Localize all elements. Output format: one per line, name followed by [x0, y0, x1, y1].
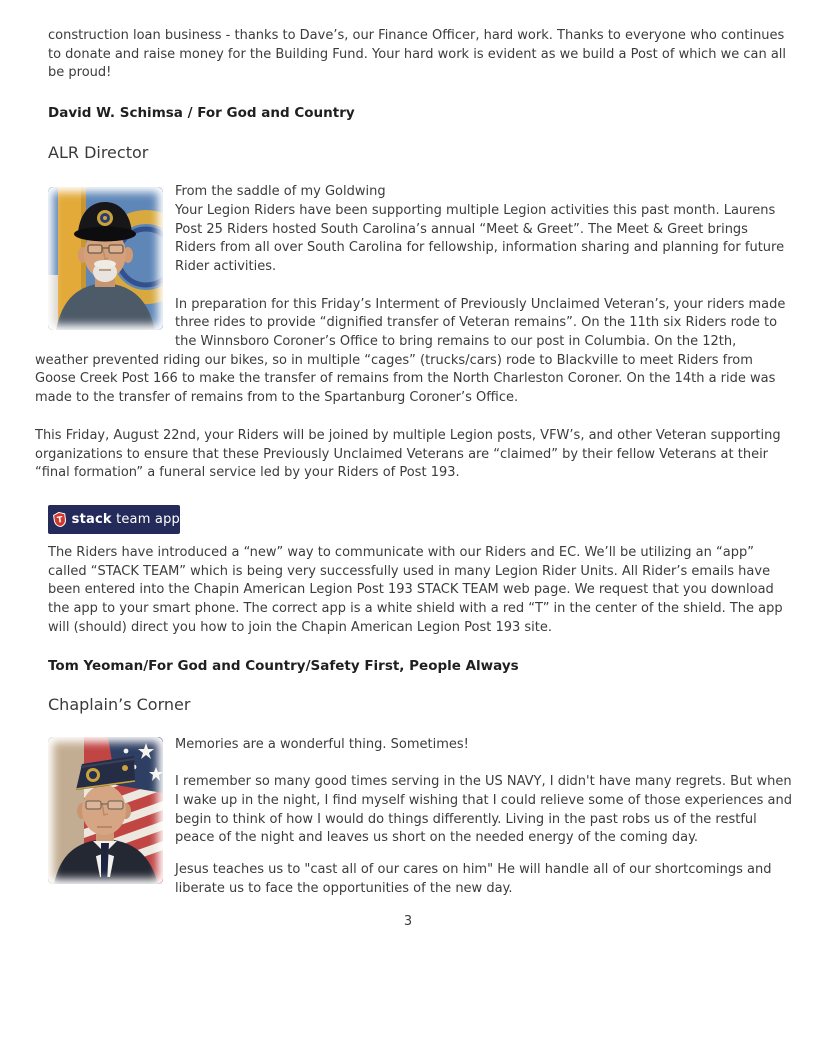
alr-director-photo-graphic [48, 187, 163, 330]
cap-gold-button [122, 765, 128, 771]
stack-team-app-logo [48, 505, 180, 534]
stack-shield-icon [51, 506, 68, 533]
glasses-left-lens [88, 245, 102, 253]
alr-paragraph-2: In preparation for this Friday’s Interment of Previously Unclaimed Veteran’s, your riders made three rides to provide “dignified transfer of Veteran remains”. On the 11th six Riders rode to the Winnsboro Coroner’s Office to bring remains to our post in Columbia. On the 12th, weather prevented riding our bikes, so in multiple “cages” (trucks/cars) rode to Blackville to meet Riders from Goose Creek Post 166 to make the transfer of remains from the North Charleston Coroner. On the 14th a ride was made to the transfer of remains from to the Spartanburg Coroner’s Office. [35, 296, 786, 406]
alr-paragraph-1: Your Legion Riders have been supporting multiple Legion activities this past month. Laurens Post 25 Riders hosted South Carolina’s annual “Meet & Greet”. The Meet & Greet brings Riders from all over South Carolina for fellowship, information sharing and planning for future Rider activities. [175, 202, 785, 274]
chaplain-section [35, 736, 792, 898]
alr-director-photo [48, 187, 163, 330]
stack-logo-bold-text: stack [71, 511, 112, 527]
alr-paragraph-4: The Riders have introduced a “new” way to communicate with our Riders and EC. We’ll be utilizing an “app” called “STACK TEAM” which is being very successfully used in many Legion Rider Units. All Rider’s emails have been entered into the Chapin American Legion Post 193 STACK TEAM web page. We request that you download the app to your smart phone. The correct app is a white shield with a red “T” in the center of the shield. The app will (should) direct you how to join the Chapin American Legion Post 193 site. [48, 544, 783, 635]
signature-david: David W. Schimsa / For God and Country [48, 105, 355, 122]
goldwing-opening-line: From the saddle of my Goldwing [175, 184, 386, 200]
flag-star-small-1 [124, 749, 129, 754]
memories-opening-line: Memories are a wonderful thing. Sometimes! [175, 737, 469, 753]
stack-logo-light-text: team app [111, 511, 180, 527]
glasses-left-lens [86, 801, 101, 809]
alr-paragraph-3: This Friday, August 22nd, your Riders will be joined by multiple Legion posts, VFW’s, and other Veteran supporting organizations to ensure that these Previously Unclaimed Veterans are “claimed” by their fellow Veterans at their “final formation” a funeral service led by your Riders of Post 193. [35, 427, 781, 481]
cap-badge-center [103, 216, 107, 220]
chaplain-corner-heading: Chaplain’s Corner [48, 695, 191, 715]
alr-director-heading: ALR Director [48, 143, 149, 163]
glasses-right-lens [109, 245, 123, 253]
intro-paragraph: construction loan business - thanks to Dave’s, our Finance Officer, hard work. Thanks to everyone who continues to donate and raise money for the Building Fund. Your hard work is evident as we build a Post of which we can all be proud! [48, 28, 787, 81]
alr-section [35, 183, 792, 408]
ball-cap-brim [74, 227, 136, 242]
chaplain-photo-graphic [48, 737, 163, 884]
chaplain-paragraph-1: I remember so many good times serving in the US NAVY, I didn't have many regrets. But when I wake up in the night, I find myself wishing that I could relieve some of those experiences and begin to think of how I would do things differently. Living in the past robs us of the restful peace of the night and leaves us short on the needed energy of the coming day. [175, 774, 792, 846]
chaplain-photo [48, 737, 163, 884]
glasses-right-lens [108, 801, 123, 809]
chaplain-paragraph-2: Jesus teaches us to "cast all of our cares on him" He will handle all of our shortcomings and liberate us to face the opportunities of the new day. [175, 861, 772, 896]
cap-emblem-inner [89, 771, 97, 779]
page-number: 3 [403, 914, 413, 930]
stack-logo-wordmark [72, 512, 180, 527]
signature-tom: Tom Yeoman/For God and Country/Safety First, People Always [48, 658, 519, 675]
white-mustache [94, 260, 116, 268]
shield-letter: T [56, 514, 64, 525]
